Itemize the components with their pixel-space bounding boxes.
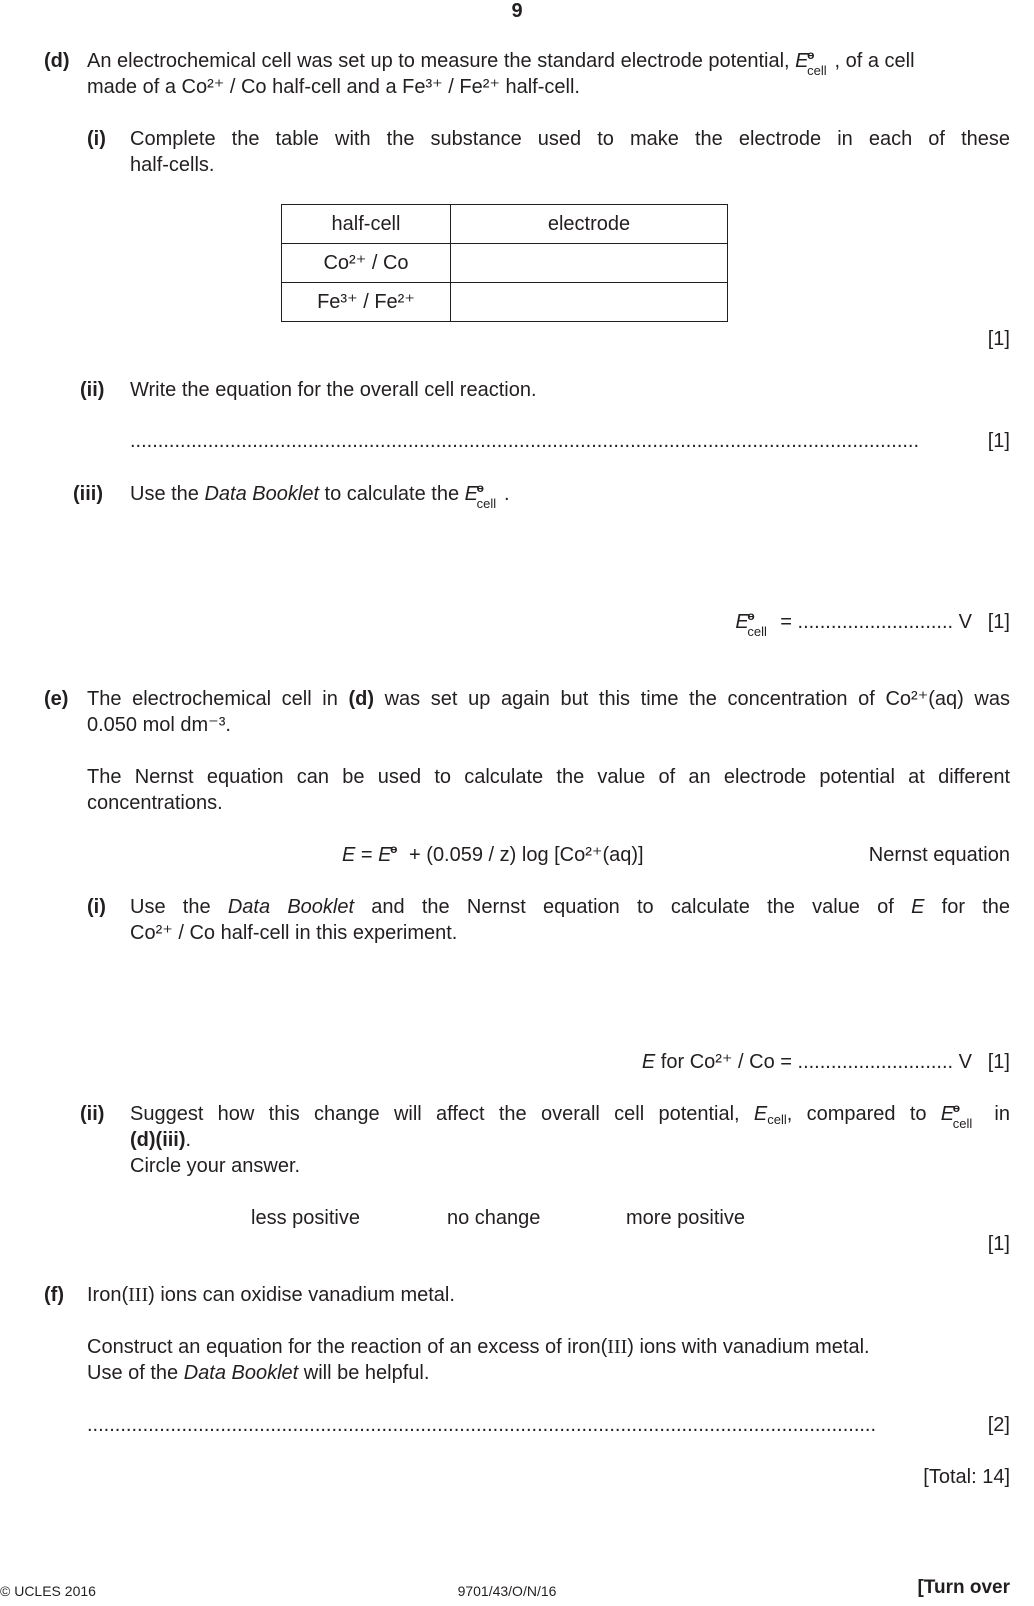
part-e-ii-text-a: Suggest how this change will affect the overall cell potential,	[130, 1103, 754, 1125]
part-f-line3	[87, 1360, 429, 1386]
symbol-e: E	[735, 611, 749, 633]
part-d-i-label: (i)	[87, 128, 106, 150]
symbol-e: E	[795, 50, 809, 72]
part-f-line3-b: will be helpful.	[298, 1362, 430, 1384]
part-e-i-text-a: Use the	[130, 896, 228, 918]
page-number: 9	[511, 0, 523, 22]
symbol-e: E	[911, 896, 925, 918]
part-f-line1-a: Iron(	[87, 1284, 129, 1306]
standard-symbol: ө	[807, 48, 815, 62]
part-f-line1	[87, 1282, 455, 1308]
electrode-fe-answer[interactable]	[451, 283, 728, 322]
part-f-line3-a: Use of the	[87, 1362, 184, 1384]
e-cell-standard-symbol	[464, 481, 504, 511]
part-e-ref-d: (d)	[348, 688, 374, 710]
part-d-iii-label: (iii)	[73, 483, 103, 505]
roman-three: III	[607, 1336, 628, 1358]
half-cell-co: Co²⁺ / Co	[282, 244, 451, 283]
part-e-i-marks: [1]	[987, 1051, 1010, 1073]
nernst-equation-label: Nernst equation	[868, 844, 1010, 866]
nernst-intro-line1: The Nernst equation can be used to calculate the value of an electrode potential at different	[87, 766, 1010, 788]
option-more-positive[interactable]: more positive	[626, 1207, 745, 1229]
part-e-ii-text-c: in	[980, 1103, 1010, 1125]
table-row	[282, 283, 728, 322]
standard-symbol: ө	[390, 842, 398, 856]
part-e-ii-line1	[130, 1101, 1010, 1133]
part-e-i-line1	[130, 894, 1010, 920]
part-f-answer-line[interactable]: ..............................................................................................................................................	[87, 1414, 877, 1436]
data-booklet-ref: Data Booklet	[183, 1362, 299, 1384]
subscript-cell: cell	[807, 63, 827, 78]
subscript-cell: cell	[476, 496, 497, 511]
part-e-i-text-c: for the	[924, 896, 1011, 918]
part-f-line1-b: ) ions can oxidise vanadium metal.	[148, 1284, 455, 1306]
part-d-ii-label: (ii)	[80, 379, 105, 401]
table-row	[282, 244, 728, 283]
part-e-ii-marks: [1]	[987, 1233, 1010, 1255]
answer-dots: = ............................ V	[774, 611, 972, 633]
footer-paper-code: 9701/43/O/N/16	[457, 1583, 557, 1599]
data-booklet-ref: Data Booklet	[227, 896, 355, 918]
part-e-ii-line2: (d)(iii).	[130, 1129, 192, 1151]
part-d-i-line2: half-cells.	[130, 154, 215, 176]
e-cell-standard-symbol	[735, 609, 774, 639]
option-less-positive[interactable]: less positive	[251, 1207, 360, 1229]
e-cell-standard-symbol	[940, 1101, 980, 1131]
electrode-table	[281, 204, 728, 322]
part-d-iii-text: Use the Data Booklet to calculate the E ө cell .	[130, 481, 510, 507]
part-d-ii-text: Write the equation for the overall cell reaction.	[130, 379, 537, 401]
nernst-intro-line2: concentrations.	[87, 792, 223, 814]
part-f-line2-a: Construct an equation for the reaction of an excess of iron(	[87, 1336, 608, 1358]
part-f-label: (f)	[44, 1284, 64, 1306]
option-no-change[interactable]: no change	[447, 1207, 541, 1229]
subscript-cell: cell	[767, 1112, 787, 1127]
part-d-ii-answer-line[interactable]: ..............................................................................................................................................	[130, 430, 920, 452]
part-d-i-line1: Complete the table with the substance used to make the electrode in each of these	[130, 128, 1010, 150]
part-d-iii-answer-line[interactable]	[600, 609, 972, 639]
e-cell-standard-symbol	[795, 48, 834, 78]
part-e-i-line2: Co²⁺ / Co half-cell in this experiment.	[130, 922, 458, 944]
nernst-equation-rhs: + (0.059 / z) log [Co²⁺(aq)]	[403, 844, 644, 866]
part-e-intro-b: was set up again but this time the concentration of Co²⁺(aq) was	[374, 688, 1010, 710]
header-half-cell: half-cell	[282, 205, 451, 244]
subscript-cell: cell	[952, 1116, 973, 1131]
part-e-intro	[87, 686, 1010, 712]
part-e-i-text-b: and the Nernst equation to calculate the value of	[354, 896, 912, 918]
standard-symbol: ө	[747, 609, 755, 623]
symbol-e: E	[342, 844, 356, 866]
part-d-intro-text: An electrochemical cell was set up to measure the standard electrode potential,	[87, 50, 796, 72]
symbol-e: E	[940, 1103, 955, 1125]
part-d-iii-text-b: to calculate the	[319, 483, 465, 505]
part-e-concentration: 0.050 mol dm⁻³.	[87, 714, 231, 736]
part-d-i-marks: [1]	[987, 328, 1010, 350]
turn-over-notice: [Turn over	[917, 1577, 1010, 1598]
part-e-ii-text-b: , compared to	[786, 1103, 941, 1125]
total-marks: [Total: 14]	[923, 1466, 1010, 1488]
e-standard-symbol	[378, 842, 403, 868]
part-d-intro	[87, 48, 1010, 78]
part-e-ii-line3: Circle your answer.	[130, 1155, 301, 1177]
half-cell-fe: Fe³⁺ / Fe²⁺	[282, 283, 451, 322]
part-f-line2	[87, 1334, 870, 1360]
footer-copyright: © UCLES 2016	[0, 1583, 96, 1599]
symbol-e: E	[464, 483, 478, 505]
standard-symbol: ө	[476, 481, 484, 495]
table-header-row	[282, 205, 728, 244]
standard-symbol: ө	[952, 1101, 961, 1115]
electrode-co-answer[interactable]	[451, 244, 728, 283]
part-f-marks: [2]	[987, 1414, 1010, 1436]
part-f-line2-b: ) ions with vanadium metal.	[627, 1336, 870, 1358]
part-e-i-label: (i)	[87, 896, 106, 918]
symbol-e: E	[378, 844, 392, 866]
part-e-label: (e)	[44, 688, 69, 710]
part-e-i-answer-line[interactable]	[560, 1049, 972, 1075]
subscript-cell: cell	[747, 624, 767, 639]
roman-three: III	[128, 1284, 149, 1306]
part-d-intro-end: , of a cell	[834, 50, 915, 72]
part-d-ii-marks: [1]	[987, 430, 1010, 452]
symbol-e: E	[753, 1103, 768, 1125]
symbol-e: E	[641, 1051, 656, 1073]
part-d-iii-marks: [1]	[987, 611, 1010, 633]
part-e-ii-ref: (d)(iii)	[130, 1129, 186, 1151]
part-e-intro-a: The electrochemical cell in	[87, 688, 349, 710]
part-d-intro-line2: made of a Co²⁺ / Co half-cell and a Fe³⁺ / Fe²⁺ half-cell.	[87, 76, 580, 98]
header-electrode: electrode	[451, 205, 728, 244]
nernst-equation: E = E ө + (0.059 / z) log [Co²⁺(aq)]	[342, 842, 644, 868]
part-d-label: (d)	[44, 50, 70, 72]
data-booklet-ref: Data Booklet	[204, 483, 319, 505]
part-d-iii-text-a: Use the	[130, 483, 205, 505]
part-e-ii-label: (ii)	[80, 1103, 105, 1125]
answer-dots: for Co²⁺ / Co = ............................ V	[655, 1051, 972, 1073]
